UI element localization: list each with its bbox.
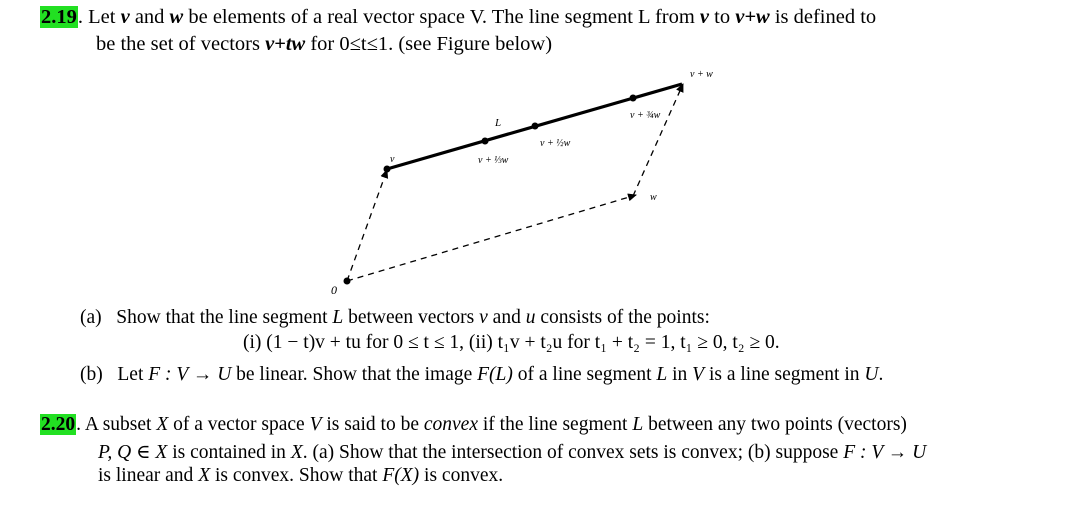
text: and [492, 307, 521, 328]
label-v-half-w: v + ½w [540, 138, 571, 149]
problem-2-20-line-1: 2.20. A subset X of a vector space V is said to be convex if the line segment L between any two points (vectors) [41, 414, 907, 435]
symbol-V: V [309, 414, 322, 435]
text: is defined to [774, 6, 877, 28]
problem-number-2-19: 2.19 [41, 6, 77, 28]
text: in [672, 364, 688, 385]
label-v-threequarter-w: v + ¾w [630, 110, 661, 121]
problem-2-19-line-2 [96, 33, 552, 56]
problem-2-20-line-3 [98, 465, 503, 487]
point-v-third-w [482, 138, 489, 145]
text: of a vector space [173, 414, 305, 435]
symbol-X: X [198, 465, 211, 486]
label-origin: 0 [331, 283, 337, 297]
label-v: v [390, 154, 395, 165]
symbol-u: u [525, 307, 536, 328]
part-a-tag: (a) [80, 307, 102, 328]
text: . [878, 364, 884, 385]
vector-w: w [169, 6, 184, 28]
part-b-line [80, 364, 883, 386]
symbol-X: X [290, 442, 303, 463]
symbol-v: v [479, 307, 488, 328]
point-v [384, 166, 391, 173]
text: is a line segment in [708, 364, 860, 385]
part-a-formula: (i) (1 − t)v + tu for 0 ≤ t ≤ 1, (ii) t₁v + t₂u for t₁ + t₂ = 1, t₁ ≥ 0, t₂ ≥ 0. [243, 332, 780, 353]
dashed-edge-origin-to-v [347, 170, 387, 281]
symbol-L: L [632, 414, 644, 435]
text: is convex. [424, 465, 504, 486]
dashed-edge-w-to-vpw [633, 84, 683, 196]
symbol-X: X [156, 414, 169, 435]
text: . (a) Show that the intersection of convex sets is convex; (b) suppose [302, 442, 839, 463]
image-F-X: F(X) [382, 465, 420, 486]
label-v-third-w: v + ⅓w [478, 155, 509, 166]
part-a-line [80, 307, 710, 329]
line-segment-figure [330, 62, 750, 297]
text: between any two points (vectors) [648, 414, 907, 435]
symbol-L: L [656, 364, 668, 385]
problem-2-20-line-2 [98, 440, 926, 464]
text: Show that the line segment [116, 307, 328, 328]
point-v-threequarter-w [630, 95, 637, 102]
text: is convex. Show that [214, 465, 378, 486]
text: of a line segment [517, 364, 652, 385]
dashed-edge-origin-to-w [347, 195, 636, 281]
symbol-U: U [864, 364, 879, 385]
symbol-L: L [332, 307, 344, 328]
vector-v: v [699, 6, 710, 28]
text: be the set of vectors [96, 33, 260, 55]
text: is said to be [326, 414, 419, 435]
text: for 0≤t≤1. (see Figure below) [310, 33, 553, 55]
text: is linear and [98, 465, 194, 486]
symbol-V: V [692, 364, 705, 385]
part-b-tag: (b) [80, 364, 103, 385]
label-w: w [650, 192, 657, 203]
point-v-half-w [532, 123, 539, 130]
label-L: L [495, 117, 502, 129]
vector-v-plus-w: v+w [735, 6, 770, 28]
problem-number-2-20: 2.20 [41, 414, 76, 435]
text: Let [117, 364, 144, 385]
text: be elements of a real vector space V. The line segment L from [188, 6, 695, 28]
point-origin [344, 278, 351, 285]
text: is contained in [172, 442, 286, 463]
term-convex: convex [423, 414, 478, 435]
text: A subset [84, 414, 152, 435]
label-v-plus-w: v + w [690, 69, 713, 80]
vector-v-plus-tw: v+tw [265, 33, 306, 55]
text: between vectors [348, 307, 475, 328]
points-P-Q: P, Q ∈ X [98, 442, 168, 463]
vector-v: v [120, 6, 130, 28]
text: to [714, 6, 731, 28]
map-F: F : V → U [843, 442, 927, 463]
image-F-L: F(L) [477, 364, 513, 385]
text: consists of the points: [540, 307, 710, 328]
text: if the line segment [482, 414, 628, 435]
text: be linear. Show that the image [236, 364, 473, 385]
text: and [134, 6, 165, 28]
text: Let [88, 6, 116, 28]
map-F: F : V → U [148, 364, 232, 385]
problem-2-19-line-1: 2.19. Let v and w be elements of a real vector space V. The line segment L from v to v+w is defined to [41, 6, 877, 28]
